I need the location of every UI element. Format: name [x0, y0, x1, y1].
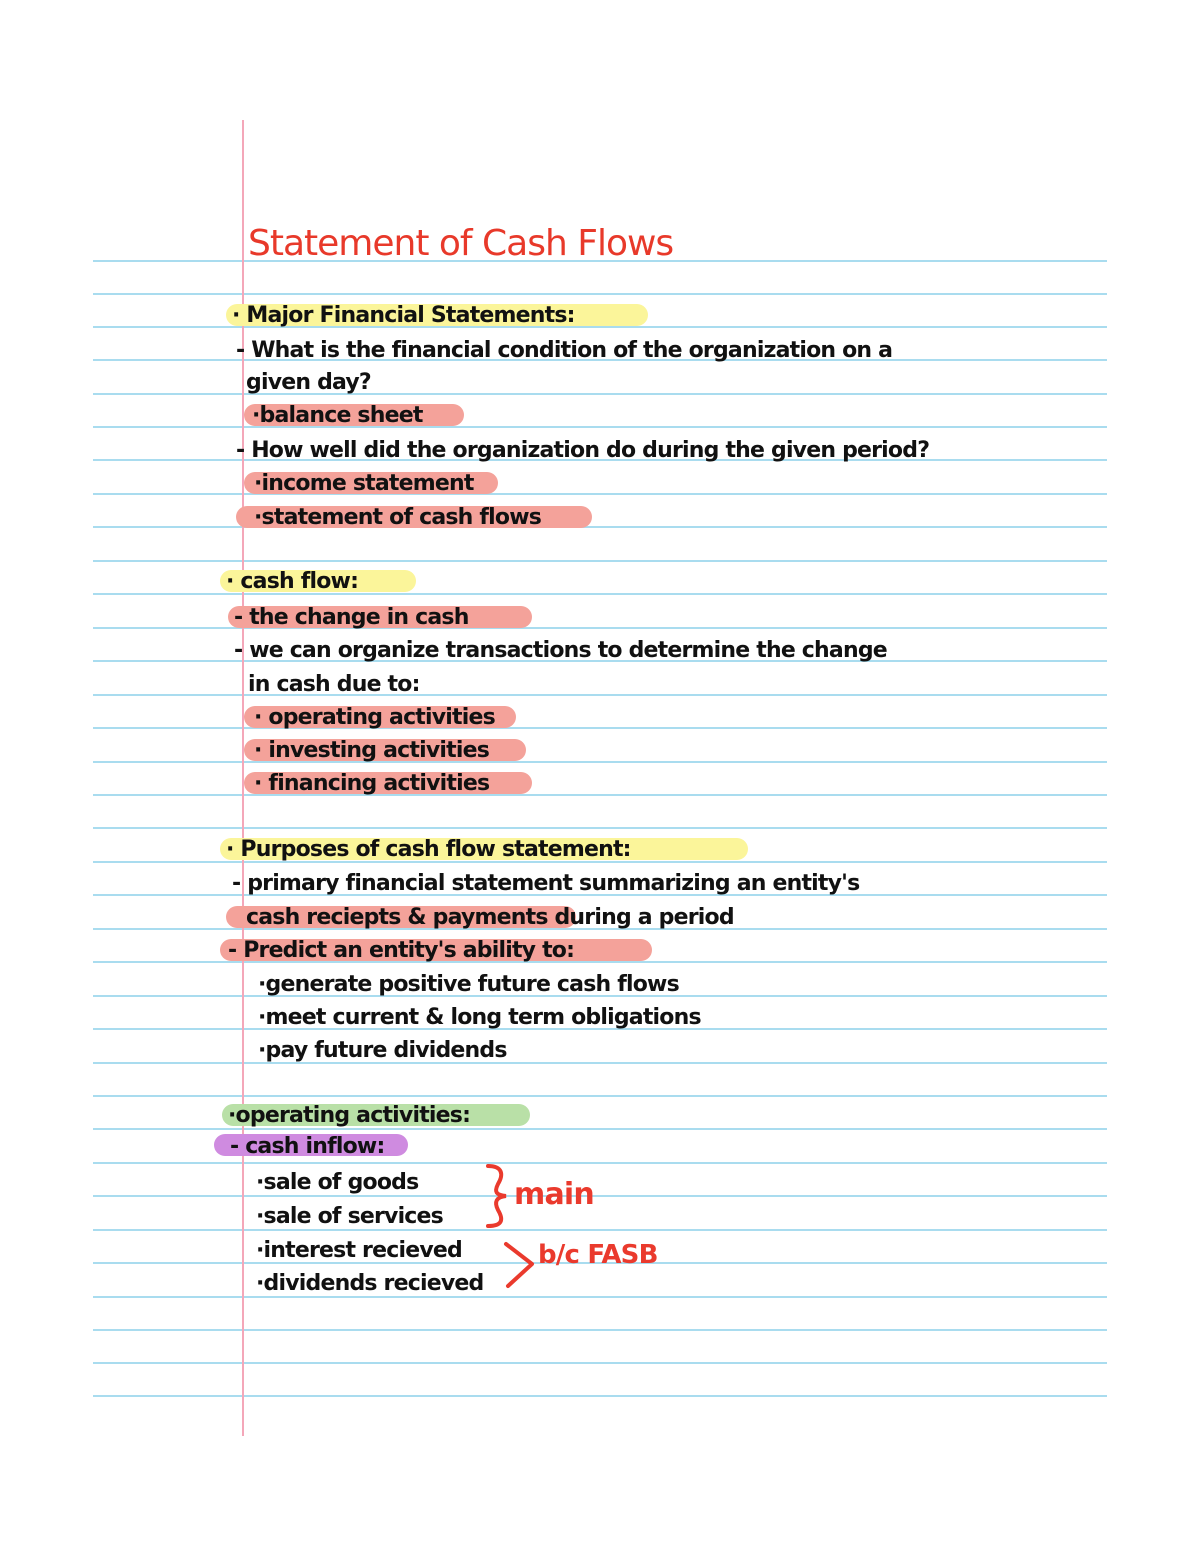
ruled-line — [93, 1296, 1107, 1298]
note-line: given day? — [246, 370, 371, 395]
ruled-line — [93, 1162, 1107, 1164]
note-line: cash reciepts & payments during a period — [246, 905, 734, 930]
note-line: · investing activities — [254, 738, 490, 763]
ruled-line — [93, 827, 1107, 829]
section-heading: · Purposes of cash flow statement: — [226, 837, 631, 862]
note-line: ·sale of services — [256, 1204, 443, 1229]
ruled-line — [93, 727, 1107, 729]
note-line: - Predict an entity's ability to: — [228, 938, 575, 963]
ruled-line — [93, 1062, 1107, 1064]
ruled-line — [93, 1395, 1107, 1397]
annotation-fasb: b/c FASB — [538, 1240, 658, 1270]
note-line: ·dividends recieved — [256, 1271, 484, 1296]
note-line: - What is the financial condition of the organization on a — [236, 338, 893, 363]
note-line: - How well did the organization do during the given period? — [236, 438, 930, 463]
ruled-line — [93, 1362, 1107, 1364]
note-line: ·balance sheet — [252, 403, 423, 428]
note-line: - primary financial statement summarizing an entity's — [232, 871, 860, 896]
ruled-line — [93, 426, 1107, 428]
note-line: ·pay future dividends — [258, 1038, 507, 1063]
note-line: - the change in cash — [234, 605, 469, 630]
note-line: · operating activities — [254, 705, 495, 730]
ruled-line — [93, 1329, 1107, 1331]
ruled-line — [93, 1195, 1107, 1197]
note-line: ·income statement — [254, 471, 474, 496]
angle-bracket-icon — [502, 1240, 536, 1290]
note-line: - cash inflow: — [230, 1134, 385, 1159]
ruled-line — [93, 694, 1107, 696]
note-line: ·meet current & long term obligations — [258, 1005, 701, 1030]
note-line: ·sale of goods — [256, 1170, 419, 1195]
note-line: ·interest recieved — [256, 1238, 462, 1263]
ruled-line — [93, 1229, 1107, 1231]
note-line: · financing activities — [254, 771, 490, 796]
section-heading: ·operating activities: — [228, 1103, 471, 1128]
note-line: - we can organize transactions to determine the change — [234, 638, 887, 663]
note-line: ·statement of cash flows — [254, 505, 542, 530]
ruled-line — [93, 761, 1107, 763]
ruled-line — [93, 794, 1107, 796]
note-line: ·generate positive future cash flows — [258, 972, 679, 997]
section-heading: · cash flow: — [226, 569, 359, 594]
note-line: in cash due to: — [248, 672, 420, 697]
section-heading: · Major Financial Statements: — [232, 303, 575, 328]
page-title: Statement of Cash Flows — [248, 223, 674, 264]
annotation-main: main — [514, 1177, 594, 1212]
ruled-line — [93, 493, 1107, 495]
ruled-line — [93, 293, 1107, 295]
curly-brace-icon — [484, 1162, 514, 1230]
ruled-line — [93, 1095, 1107, 1097]
ruled-line — [93, 560, 1107, 562]
